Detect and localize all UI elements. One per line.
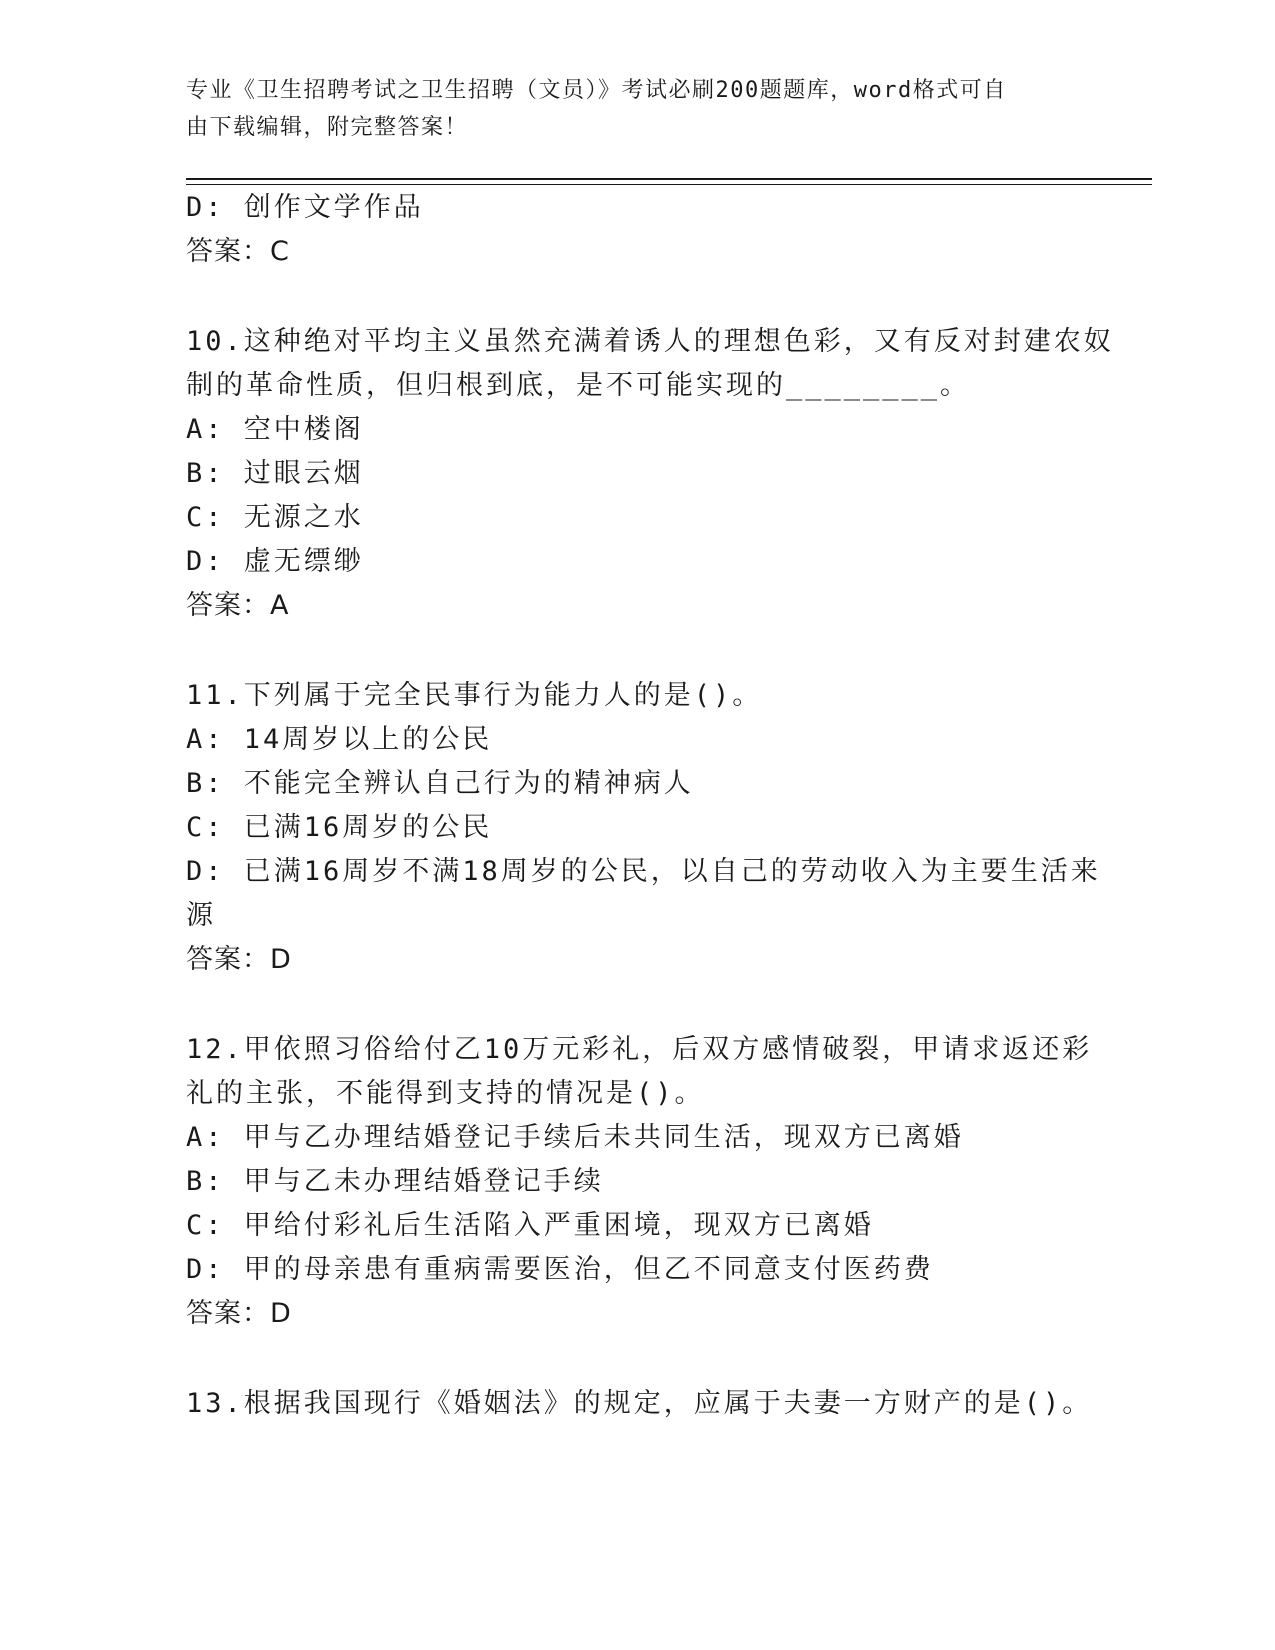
q10-answer: 答案：A <box>186 590 290 621</box>
q12-option-a: A: 甲与乙办理结婚登记手续后未共同生活，现双方已离婚 <box>186 1122 964 1153</box>
q12-option-b: B: 甲与乙未办理结婚登记手续 <box>186 1166 604 1197</box>
q11-option-d-line-1: D: 已满16周岁不满18周岁的公民，以自己的劳动收入为主要生活来 <box>186 856 1101 887</box>
q12-stem-line-1: 12.甲依照习俗给付乙10万元彩礼，后双方感情破裂，甲请求返还彩 <box>186 1034 1093 1065</box>
header-divider-thick <box>186 178 1152 180</box>
q13-stem-line-1: 13.根据我国现行《婚姻法》的规定，应属于夫妻一方财产的是()。 <box>186 1388 1093 1419</box>
header-divider-thin <box>186 184 1152 185</box>
q11-option-c: C: 已满16周岁的公民 <box>186 812 493 843</box>
q11-option-b: B: 不能完全辨认自己行为的精神病人 <box>186 768 694 799</box>
q11-option-a: A: 14周岁以上的公民 <box>186 724 493 755</box>
q12-option-d: D: 甲的母亲患有重病需要医治，但乙不同意支付医药费 <box>186 1254 934 1285</box>
q10-option-b: B: 过眼云烟 <box>186 458 364 489</box>
q11-stem-line-1: 11.下列属于完全民事行为能力人的是()。 <box>186 680 763 711</box>
document-header <box>186 72 1066 146</box>
q12-option-c: C: 甲给付彩礼后生活陷入严重困境，现双方已离婚 <box>186 1210 874 1241</box>
q11-option-d-line-2: 源 <box>186 900 216 931</box>
q12-stem-line-2: 礼的主张，不能得到支持的情况是()。 <box>186 1078 705 1109</box>
prev-answer: 答案：C <box>186 236 290 267</box>
q10-stem-line-1: 10.这种绝对平均主义虽然充满着诱人的理想色彩，又有反对封建农奴 <box>186 326 1114 357</box>
q10-stem-line-2: 制的革命性质，但归根到底，是不可能实现的________。 <box>186 370 971 401</box>
q10-option-d: D: 虚无缥缈 <box>186 546 364 577</box>
q10-option-c: C: 无源之水 <box>186 502 364 533</box>
q11-answer: 答案：D <box>186 944 292 975</box>
header-line-1: 专业《卫生招聘考试之卫生招聘（文员）》考试必刷200题题库，word格式可自 <box>186 78 1007 103</box>
q10-option-a: A: 空中楼阁 <box>186 414 364 445</box>
prev-option-d: D: 创作文学作品 <box>186 192 424 223</box>
q12-answer: 答案：D <box>186 1298 292 1329</box>
header-line-2: 由下载编辑，附完整答案！ <box>186 115 469 140</box>
